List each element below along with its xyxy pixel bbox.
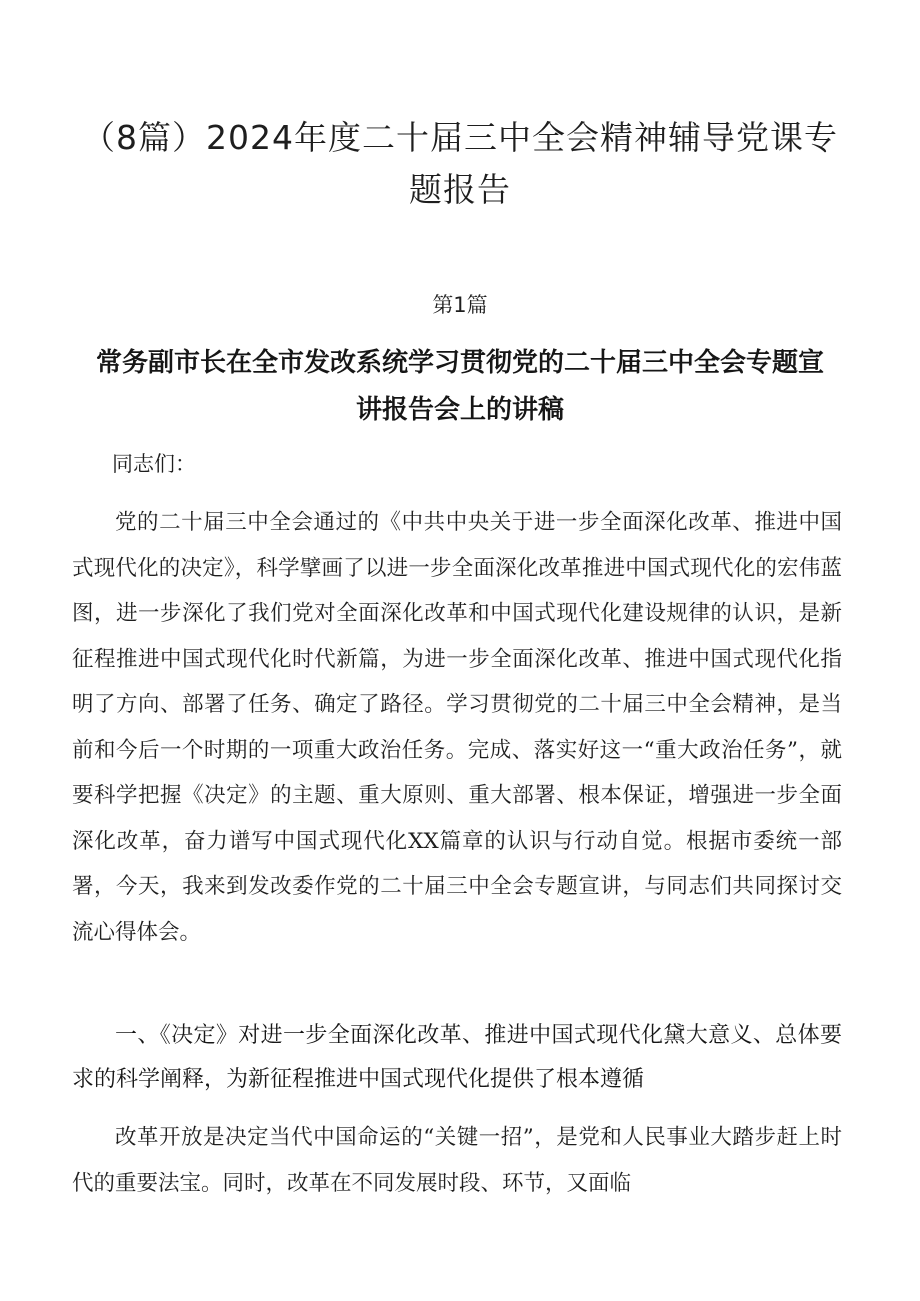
body-paragraph: 改革开放是决定当代中国命运的“关键一招”，是党和人民事业大踏步赶上时代的重要法宝。同时，改革在不同发展时段、环节，又面临 — [72, 1125, 842, 1196]
section-label: 第1篇 — [432, 293, 488, 317]
section-heading: 一、《决定》对进一步全面深化改革、推进中国式现代化黛大意义、总体要求的科学阐释，为新征程推进中国式现代化提供了根本遵循 — [72, 1023, 842, 1092]
greeting: 同志们： — [112, 452, 196, 476]
speech-title: 常务副市长在全市发改系统学习贯彻党的二十届三中全会专题宣讲报告会上的讲稿 — [95, 348, 824, 425]
document-title: （8篇）2024年度二十届三中全会精神辅导党课专题报告 — [82, 118, 838, 209]
body-paragraph: 党的二十届三中全会通过的《中共中央关于进一步全面深化改革、推进中国式现代化的决定》，科学擘画了以进一步全面深化改革推进中国式现代化的宏伟蓝图，进一步深化了我们党对全面深化改革和中国式现代化建设规律的认识，是新征程推进中国式现代化时代新篇，为进一步全面深化改革、推进中国式现代化指明了方向、部署了任务、确定了路径。学习贯彻党的二十届三中全会精神，是当前和今后一个时期的一项重大政治任务。完成、落实好这一“重大政治任务”，就要科学把握《决定》的主题、重大原则、重大部署、根本保证，增强进一步全面深化改革，奋力谱写中国式现代化XX篇章的认识与行动自觉。根据市委统一部署，今天，我来到发改委作党的二十届三中全会专题宣讲，与同志们共同探讨交流心得体会。 — [72, 510, 842, 945]
